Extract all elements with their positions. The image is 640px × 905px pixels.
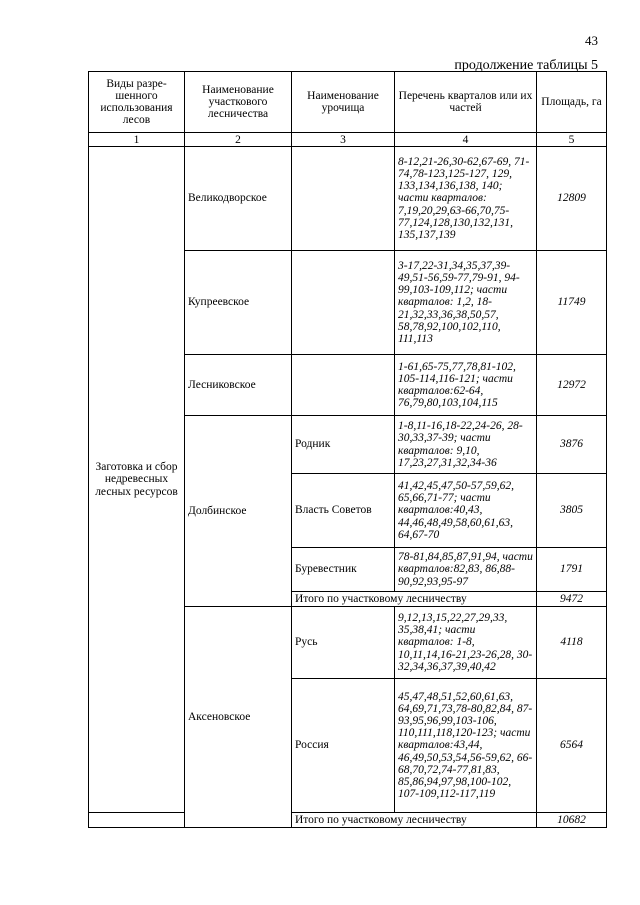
area-cell: 6564 [537,679,607,813]
column-number: 1 [89,133,185,147]
subtotal-area: 10682 [537,813,607,828]
area-cell: 11749 [537,251,607,355]
forestry-cell: Лесниковское [185,355,292,416]
column-number: 4 [395,133,537,147]
usage-type-cell-continued [89,813,185,828]
tract-cell: Власть Советов [292,474,395,548]
area-cell: 12809 [537,147,607,251]
forestry-cell: Долбинское [185,416,292,607]
quarters-cell: 78-81,84,85,87,91,94, части кварталов:82,83, 86,88-90,92,93,95-97 [395,548,537,592]
header-row [89,72,607,133]
tract-cell: Россия [292,679,395,813]
quarters-cell: 1-61,65-75,77,78,81-102, 105-114,116-121; части кварталов:62-64, 76,79,80,103,104,115 [395,355,537,416]
subtotal-label: Итого по участковому лесничеству [292,592,537,607]
tract-cell: Родник [292,416,395,474]
page-number: 43 [585,33,598,48]
tract-cell [292,251,395,355]
subtotal-label: Итого по участковому лесничеству [292,813,537,828]
area-cell: 3876 [537,416,607,474]
quarters-cell: 8-12,21-26,30-62,67-69, 71-74,78-123,125-127, 129, 133,134,136,138, 140; части кварталов: 7,19,20,29,63-66,70,75-77,124,128,130,132,131, 135,137,139 [395,147,537,251]
tract-cell [292,355,395,416]
quarters-cell: 1-8,11-16,18-22,24-26, 28-30,33,37-39; части кварталов: 9,10, 17,23,27,31,32,34-36 [395,416,537,474]
area-cell: 1791 [537,548,607,592]
header-quarters: Перечень кварталов или их частей [395,72,537,133]
header-tract: Наименование урочища [292,72,395,133]
column-number: 2 [185,133,292,147]
table-continuation-caption: продолжение таблицы 5 [454,58,598,73]
forestry-cell: Великодворское [185,147,292,251]
quarters-cell: 3-17,22-31,34,35,37,39-49,51-56,59-77,79-91, 94-99,103-109,112; части кварталов: 1,2, 18-21,32,33,36,38,50,57, 58,78,92,100,102,110, 111,113 [395,251,537,355]
column-number-row [89,133,607,147]
usage-type-cell: Заготовка и сбор недревесных лесных ресурсов [89,147,185,813]
area-cell: 3805 [537,474,607,548]
tract-cell [292,147,395,251]
area-cell: 12972 [537,355,607,416]
header-area: Площадь, га [537,72,607,133]
quarters-cell: 9,12,13,15,22,27,29,33, 35,38,41; части кварталов: 1-8, 10,11,14,16-21,23-26,28, 30-32,34,36,37,39,40,42 [395,607,537,679]
forestry-cell: Аксеновское [185,607,292,828]
column-number: 5 [537,133,607,147]
forestry-cell: Купреевское [185,251,292,355]
forest-use-table [88,71,607,828]
column-number: 3 [292,133,395,147]
tract-cell: Русь [292,607,395,679]
subtotal-area: 9472 [537,592,607,607]
header-usage-type: Виды разре-шенного использования лесов [89,72,185,133]
quarters-cell: 45,47,48,51,52,60,61,63, 64,69,71,73,78-80,82,84, 87-93,95,96,99,103-106, 110,111,118,120-123; части кварталов:43,44, 46,49,50,53,54,56-59,62, 66-68,70,72,74-77,81,83, 85,86,94,97,98,100-102, 107-109,112-117,119 [395,679,537,813]
tract-cell: Буревестник [292,548,395,592]
subtotal-row [89,813,607,828]
header-forestry: Наименование участкового лесничества [185,72,292,133]
area-cell: 4118 [537,607,607,679]
table-row [89,147,607,251]
quarters-cell: 41,42,45,47,50-57,59,62, 65,66,71-77; части кварталов:40,43, 44,46,48,49,58,60,61,63, 64,67-70 [395,474,537,548]
